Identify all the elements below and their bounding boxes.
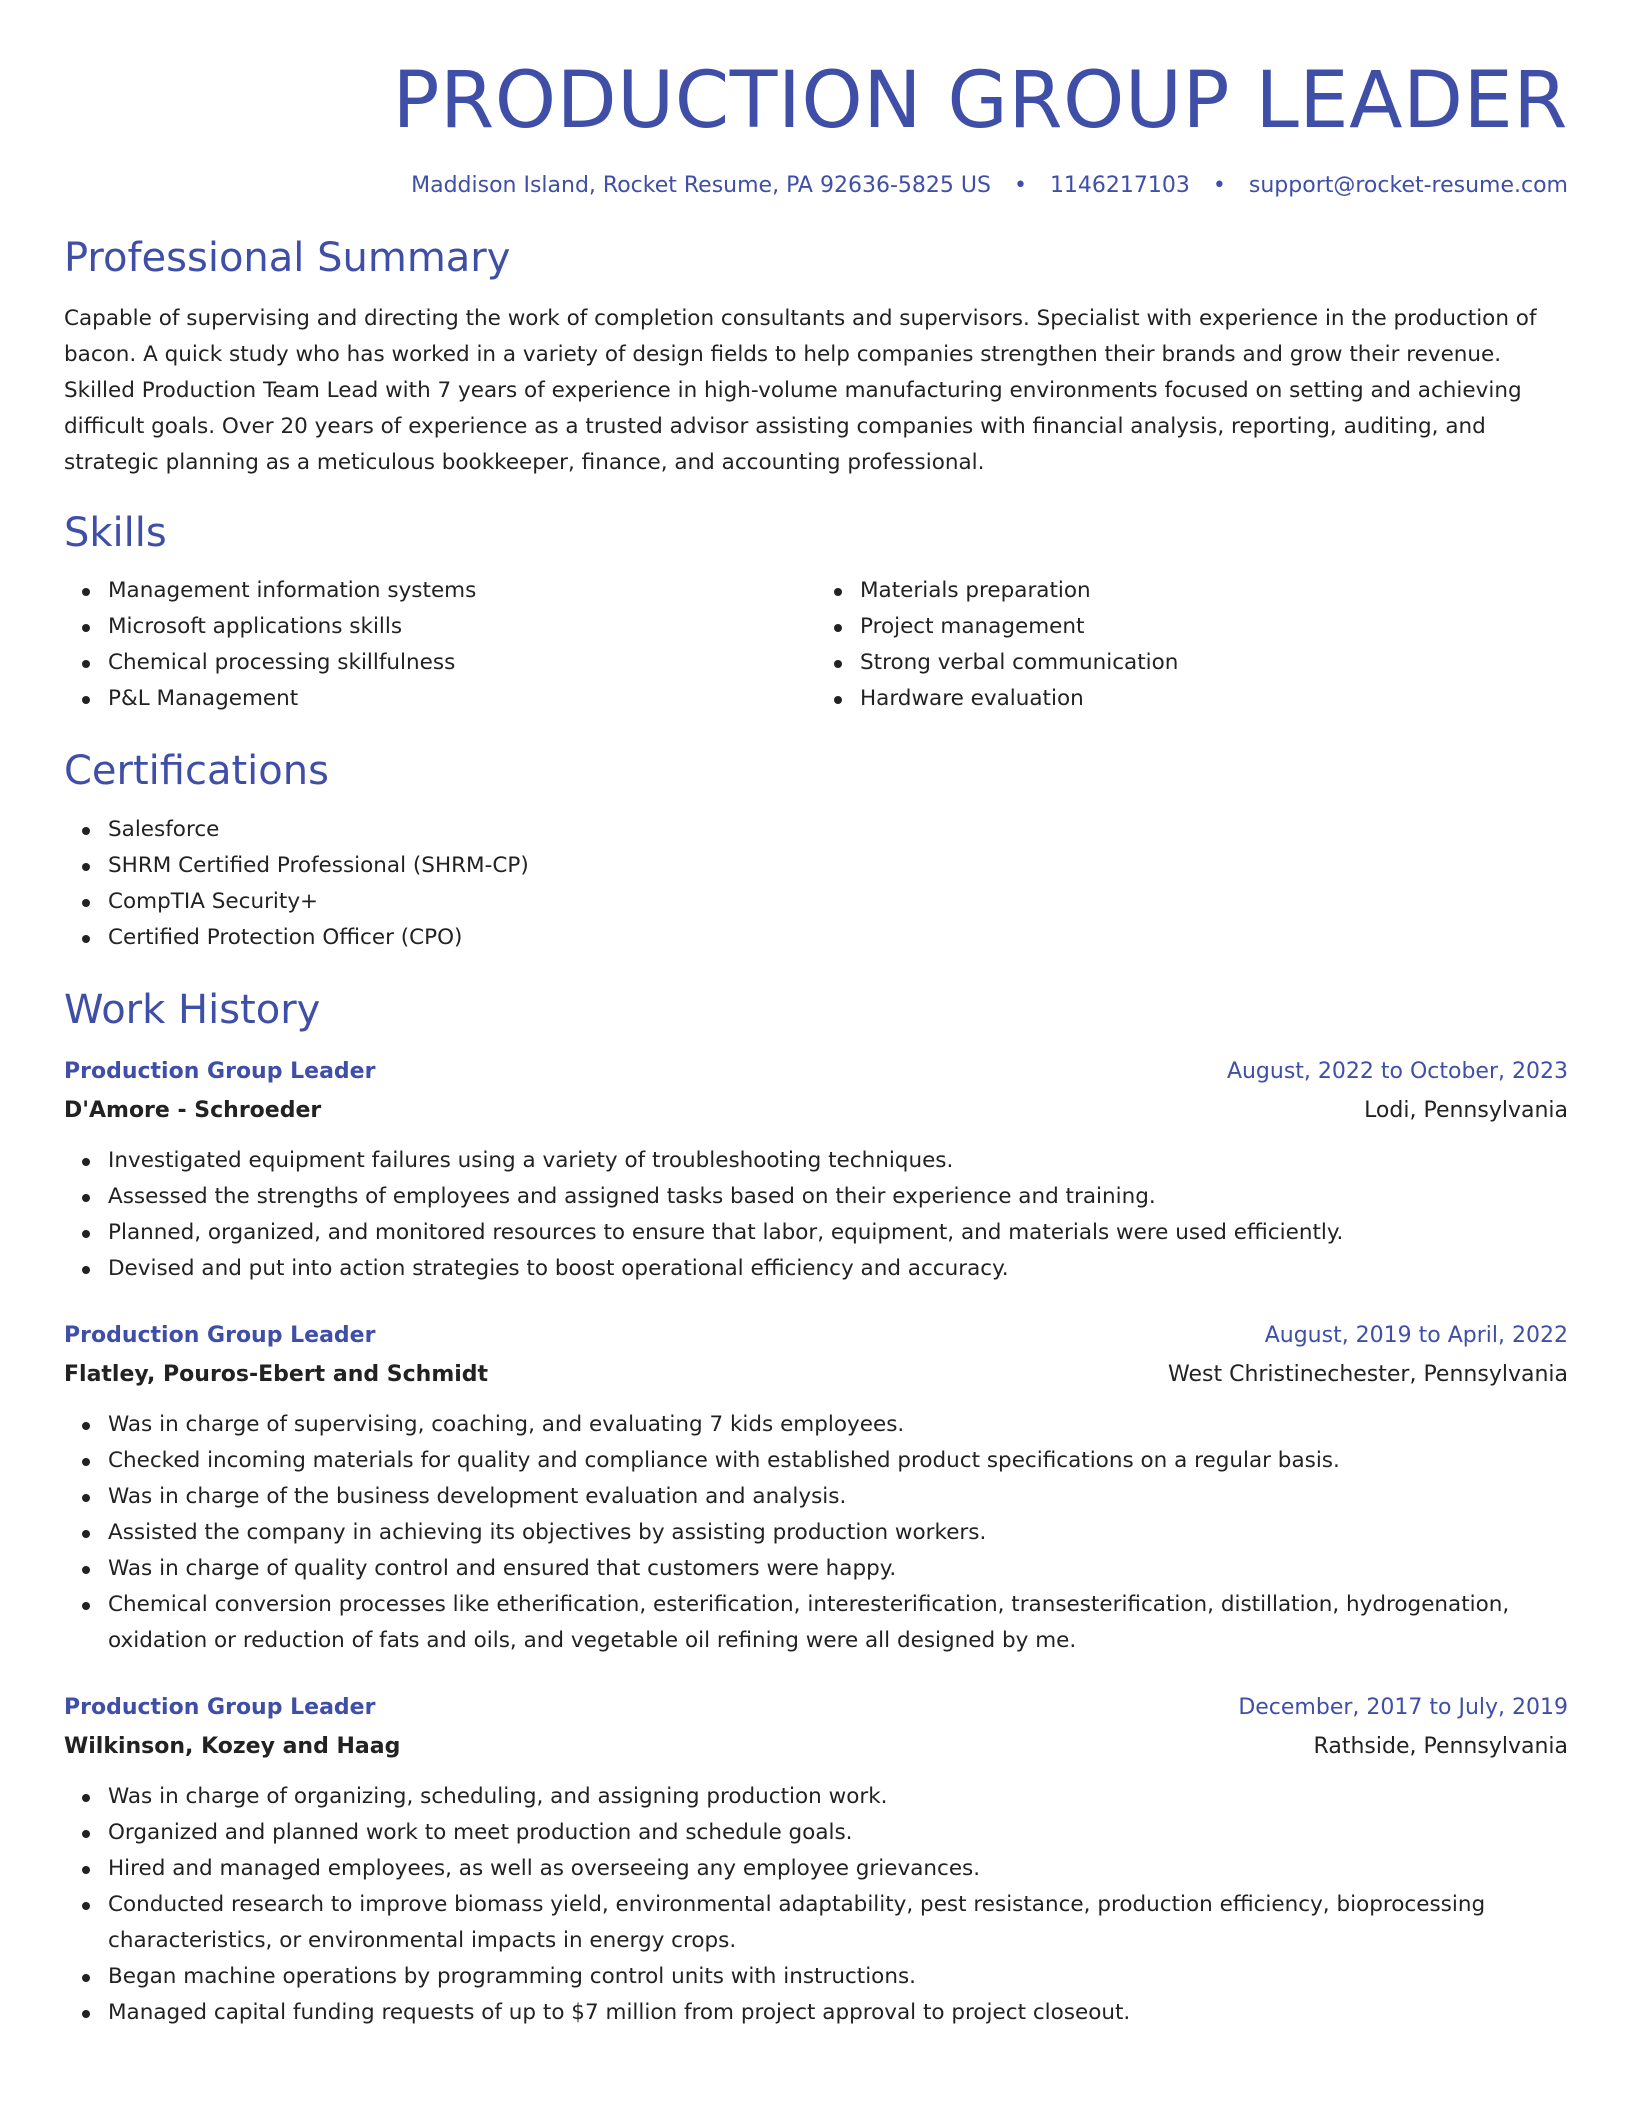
job-bullet: Began machine operations by programming control units with instructions. (108, 1959, 1568, 1995)
job-bullet: Conducted research to improve biomass yield, environmental adaptability, pest resistance, production efficiency, bioprocessing characteristics, or environmental impacts in energy crops. (108, 1887, 1568, 1959)
contact-separator: • (1013, 173, 1027, 198)
job-bullets (64, 1779, 1568, 2031)
job-company-row (64, 1355, 1568, 1395)
skill-item: Chemical processing skillfulness (108, 645, 816, 681)
summary-text: Capable of supervising and directing the work of completion consultants and supervisors. Specialist with experience in the production of bacon. A quick study who has worked in a variety of design fields to help companies strengthen their brands and grow their revenue. Skilled Production Team Lead with 7 years of experience in high-volume manufacturing environments focused on setting and achieving difficult goals. Over 20 years of experience as a trusted advisor assisting companies with financial analysis, reporting, auditing, and strategic planning as a meticulous bookkeeper, finance, and accounting professional. (64, 306, 1537, 475)
job-bullet: Hired and managed employees, as well as overseeing any employee grievances. (108, 1851, 1568, 1887)
skills-column-right (816, 573, 1568, 717)
job-location: Lodi, Pennsylvania (1364, 1098, 1568, 1123)
certification-item: Salesforce (108, 812, 1568, 848)
contact-line (64, 173, 1568, 198)
job-location: West Christinechester, Pennsylvania (1168, 1362, 1568, 1387)
job-bullet: Checked incoming materials for quality and compliance with established product specifications on a regular basis. (108, 1443, 1568, 1479)
job-company: Wilkinson, Kozey and Haag (64, 1734, 401, 1759)
job-header-row (64, 1053, 1568, 1091)
job-bullet: Chemical conversion processes like etherification, esterification, interesterification, transesterification, distillation, hydrogenation, oxidation or reduction of fats and oils, and vegetable oil refining were all designed by me. (108, 1587, 1568, 1659)
job-entry (64, 1689, 1568, 2031)
certification-item: CompTIA Security+ (108, 884, 1568, 920)
skill-item: Project management (860, 609, 1568, 645)
contact-email[interactable]: support@rocket-resume.com (1248, 173, 1568, 198)
job-bullet: Was in charge of the business development evaluation and analysis. (108, 1479, 1568, 1515)
job-header-row (64, 1689, 1568, 1727)
job-dates: December, 2017 to July, 2019 (1238, 1695, 1568, 1720)
summary-heading: Professional Summary (64, 235, 511, 281)
job-bullet: Assisted the company in achieving its objectives by assisting production workers. (108, 1515, 1568, 1551)
job-bullet: Assessed the strengths of employees and assigned tasks based on their experience and training. (108, 1179, 1568, 1215)
job-dates: August, 2019 to April, 2022 (1264, 1323, 1568, 1348)
job-company-row (64, 1091, 1568, 1131)
job-title: Production Group Leader (64, 1695, 376, 1720)
job-bullet: Investigated equipment failures using a variety of troubleshooting techniques. (108, 1143, 1568, 1179)
skill-item: P&L Management (108, 681, 816, 717)
job-entry (64, 1053, 1568, 1287)
contact-separator: • (1212, 173, 1226, 198)
job-bullet: Managed capital funding requests of up to $7 million from project approval to project closeout. (108, 1995, 1568, 2031)
job-bullet: Was in charge of supervising, coaching, and evaluating 7 kids employees. (108, 1407, 1568, 1443)
job-company: Flatley, Pouros-Ebert and Schmidt (64, 1362, 489, 1387)
job-title: Production Group Leader (64, 1323, 376, 1348)
job-bullets (64, 1143, 1568, 1287)
skills-column-left (64, 573, 816, 717)
job-bullet: Devised and put into action strategies to boost operational efficiency and accuracy. (108, 1251, 1568, 1287)
skill-item: Hardware evaluation (860, 681, 1568, 717)
contact-phone: 1146217103 (1049, 173, 1190, 198)
certification-item: SHRM Certified Professional (SHRM-CP) (108, 848, 1568, 884)
job-dates: August, 2022 to October, 2023 (1226, 1059, 1568, 1084)
job-bullet: Planned, organized, and monitored resources to ensure that labor, equipment, and materials were used efficiently. (108, 1215, 1568, 1251)
job-location: Rathside, Pennsylvania (1313, 1734, 1568, 1759)
job-entry (64, 1317, 1568, 1659)
certification-item: Certified Protection Officer (CPO) (108, 920, 1568, 956)
skills-heading: Skills (64, 510, 167, 556)
skill-item: Management information systems (108, 573, 816, 609)
job-title: Production Group Leader (64, 1059, 376, 1084)
job-company-row (64, 1727, 1568, 1767)
job-bullet: Organized and planned work to meet production and schedule goals. (108, 1815, 1568, 1851)
skills-list (64, 573, 1568, 717)
job-bullets (64, 1407, 1568, 1659)
skill-item: Materials preparation (860, 573, 1568, 609)
skill-item: Strong verbal communication (860, 645, 1568, 681)
job-bullet: Was in charge of quality control and ensured that customers were happy. (108, 1551, 1568, 1587)
skill-item: Microsoft applications skills (108, 609, 816, 645)
certifications-list (64, 812, 1568, 956)
job-bullet: Was in charge of organizing, scheduling, and assigning production work. (108, 1779, 1568, 1815)
work-history-heading: Work History (64, 987, 321, 1033)
contact-address: Maddison Island, Rocket Resume, PA 92636-5825 US (411, 173, 991, 198)
certifications-heading: Certifications (64, 748, 329, 794)
job-company: D'Amore - Schroeder (64, 1098, 322, 1123)
resume-name: PRODUCTION GROUP LEADER (392, 56, 1568, 146)
job-header-row (64, 1317, 1568, 1355)
